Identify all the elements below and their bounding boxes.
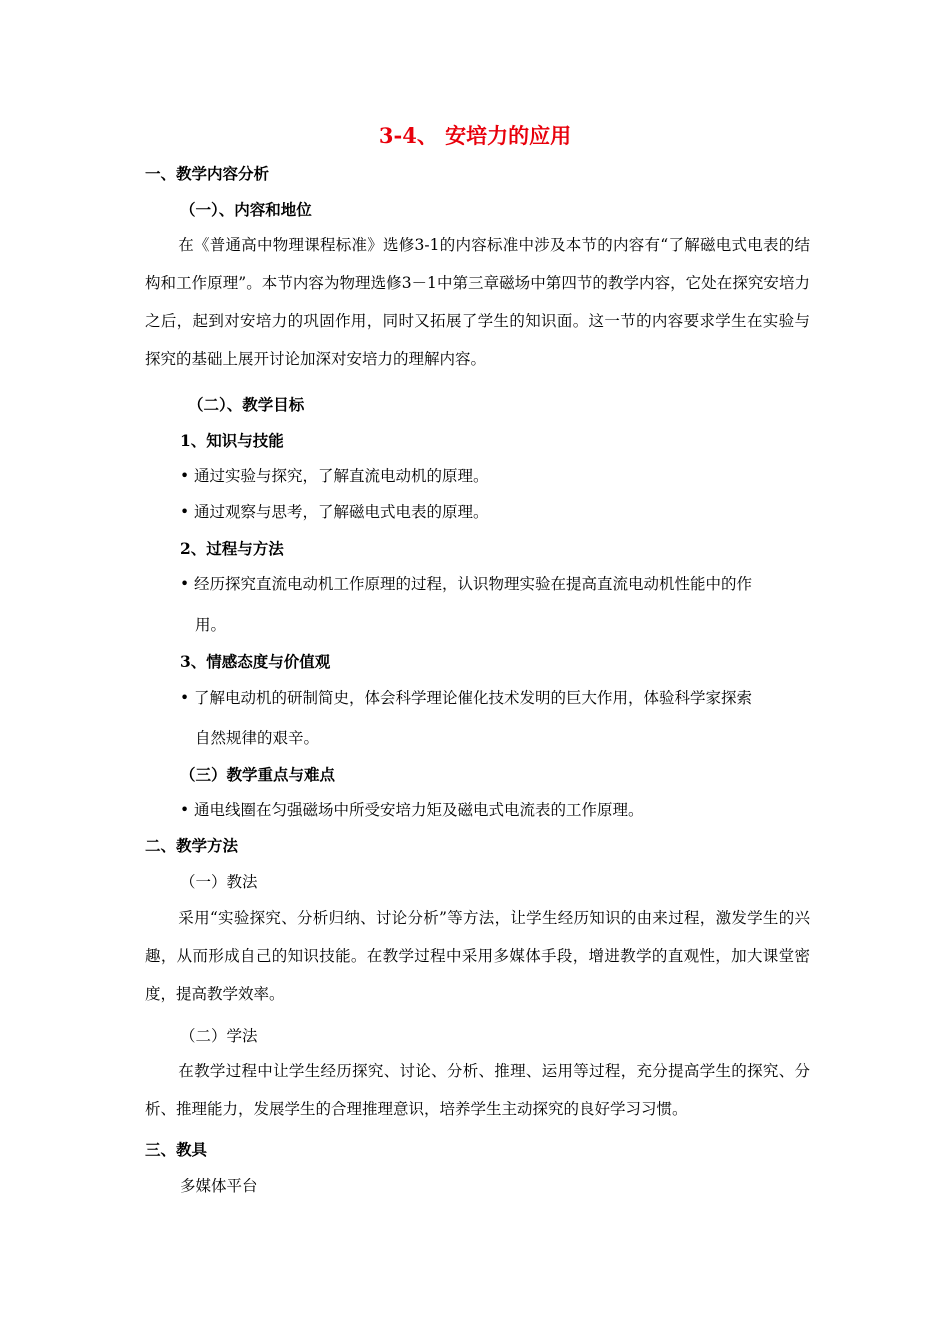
teaching-aid-item: 多媒体平台 [180, 1177, 258, 1195]
subheading-learning-method: （二）学法 [180, 1027, 258, 1045]
paragraph-teaching-method [145, 899, 810, 1013]
paragraph-content-position [145, 226, 810, 378]
subheading-content-position: （一）、内容和地位 [180, 200, 312, 219]
paragraph-text: 在《普通高中物理课程标准》选修3-1的内容标准中涉及本节的内容有“了解磁电式电表的结构和工作原理”。本节内容为物理选修3－1中第三章磁场中第四节的教学内容，它处在探究安培力之后，起到对安培力的巩固作用，同时又拓展了学生的知识面。这一节的内容要求学生在实验与探究的基础上展开讨论加深对安培力的理解内容。 [145, 236, 810, 368]
list-item-continuation: 自然规律的艰辛。 [195, 729, 320, 747]
goal-heading-process: 2、过程与方法 [180, 539, 284, 558]
subheading-teaching-goals: （二）、教学目标 [188, 395, 305, 414]
bullet-icon: • [180, 575, 190, 593]
paragraph-learning-method [145, 1052, 810, 1128]
list-item: • 通电线圈在匀强磁场中所受安培力矩及磁电式电流表的工作原理。 [180, 801, 644, 819]
page-title: 3-4、 安培力的应用 [378, 123, 572, 148]
paragraph-text: 在教学过程中让学生经历探究、讨论、分析、推理、运用等过程，充分提高学生的探究、分析、推理能力，发展学生的合理推理意识，培养学生主动探究的良好学习习惯。 [145, 1062, 810, 1118]
list-item-continuation: 用。 [195, 616, 227, 634]
section-heading-1: 一、教学内容分析 [145, 164, 270, 183]
list-item: • 经历探究直流电动机工作原理的过程，认识物理实验在提高直流电动机性能中的作 [180, 575, 753, 593]
list-item: • 通过实验与探究，了解直流电动机的原理。 [180, 467, 489, 485]
list-item: • 通过观察与思考，了解磁电式电表的原理。 [180, 503, 489, 521]
bullet-icon: • [180, 801, 190, 819]
bullet-icon: • [180, 467, 190, 485]
list-item: • 了解电动机的研制简史，体会科学理论催化技术发明的巨大作用，体验科学家探索 [180, 689, 753, 707]
goal-heading-attitude: 3、情感态度与价值观 [180, 652, 331, 671]
section-heading-2: 二、教学方法 [145, 836, 239, 855]
bullet-icon: • [180, 503, 190, 521]
bullet-icon: • [180, 689, 190, 707]
subheading-key-points: （三）教学重点与难点 [180, 765, 336, 784]
goal-heading-knowledge: 1、知识与技能 [180, 431, 284, 450]
paragraph-text: 采用“实验探究、分析归纳、讨论分析”等方法，让学生经历知识的由来过程，激发学生的兴趣，从而形成自己的知识技能。在教学过程中采用多媒体手段，增进教学的直观性，加大课堂密度，提高教学效率。 [145, 909, 810, 1003]
subheading-teaching-method: （一）教法 [180, 873, 258, 891]
section-heading-3: 三、教具 [145, 1140, 208, 1159]
